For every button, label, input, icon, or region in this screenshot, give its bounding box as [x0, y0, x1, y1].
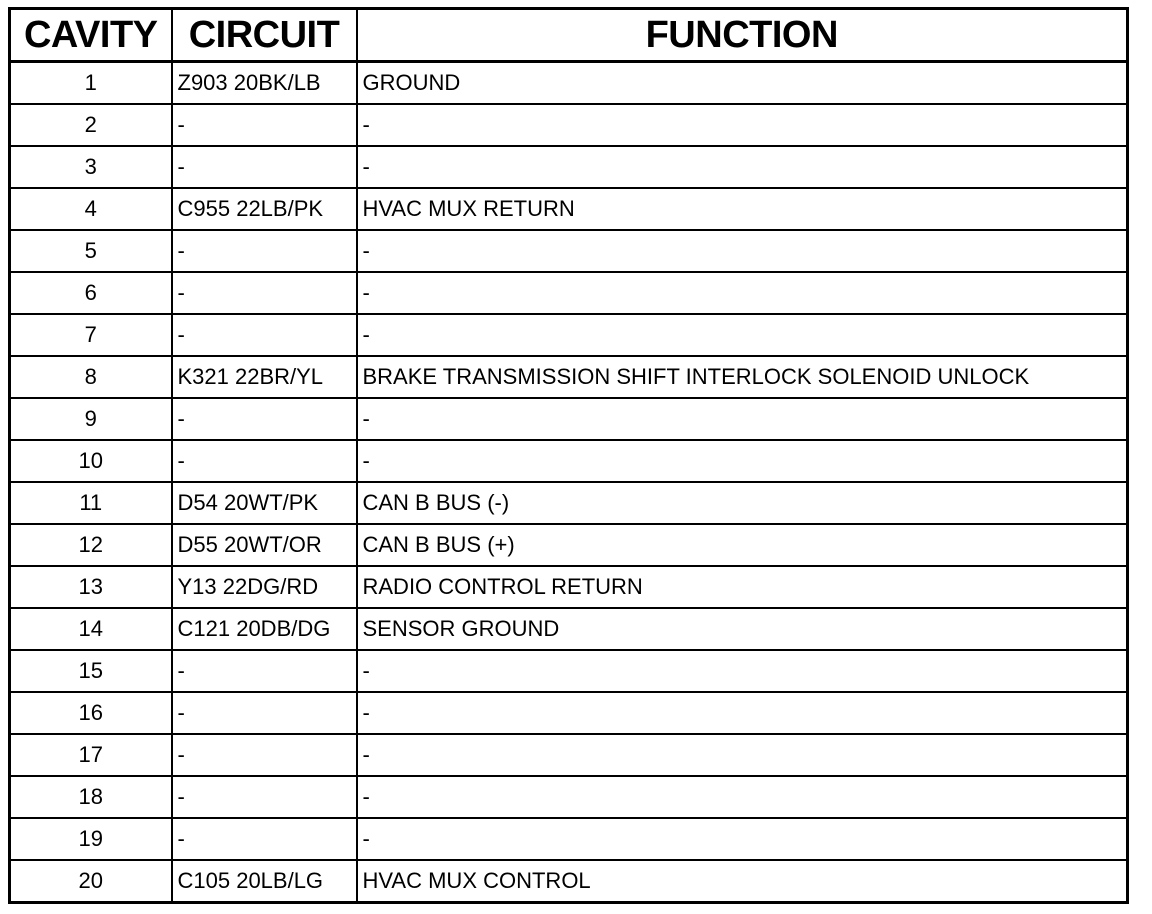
table-row: [10, 440, 1128, 482]
cavity-cell: 18: [10, 776, 172, 818]
circuit-cell: C955 22LB/PK: [172, 188, 357, 230]
circuit-cell: -: [172, 230, 357, 272]
circuit-cell: C105 20LB/LG: [172, 860, 357, 903]
table-row: [10, 650, 1128, 692]
circuit-cell: -: [172, 440, 357, 482]
function-cell: -: [357, 650, 1128, 692]
header-row: [10, 9, 1128, 62]
function-cell: CAN B BUS (-): [357, 482, 1128, 524]
circuit-cell: Y13 22DG/RD: [172, 566, 357, 608]
function-cell: HVAC MUX CONTROL: [357, 860, 1128, 903]
circuit-cell: K321 22BR/YL: [172, 356, 357, 398]
circuit-cell: -: [172, 692, 357, 734]
cavity-cell: 15: [10, 650, 172, 692]
function-cell: RADIO CONTROL RETURN: [357, 566, 1128, 608]
table-row: [10, 482, 1128, 524]
table-row: [10, 734, 1128, 776]
circuit-cell: Z903 20BK/LB: [172, 62, 357, 105]
table-row: [10, 356, 1128, 398]
circuit-cell: C121 20DB/DG: [172, 608, 357, 650]
function-cell: -: [357, 692, 1128, 734]
function-cell: -: [357, 818, 1128, 860]
cavity-cell: 5: [10, 230, 172, 272]
circuit-cell: -: [172, 104, 357, 146]
cavity-cell: 13: [10, 566, 172, 608]
cavity-cell: 7: [10, 314, 172, 356]
function-cell: -: [357, 104, 1128, 146]
cavity-cell: 16: [10, 692, 172, 734]
cavity-cell: 8: [10, 356, 172, 398]
cavity-cell: 19: [10, 818, 172, 860]
function-cell: -: [357, 230, 1128, 272]
cavity-cell: 14: [10, 608, 172, 650]
circuit-cell: D54 20WT/PK: [172, 482, 357, 524]
function-cell: -: [357, 272, 1128, 314]
table-row: [10, 860, 1128, 903]
table-row: [10, 272, 1128, 314]
function-cell: BRAKE TRANSMISSION SHIFT INTERLOCK SOLENOID UNLOCK: [357, 356, 1128, 398]
cavity-cell: 11: [10, 482, 172, 524]
function-cell: CAN B BUS (+): [357, 524, 1128, 566]
cavity-cell: 3: [10, 146, 172, 188]
table-row: [10, 398, 1128, 440]
connector-pinout-table: [8, 7, 1129, 904]
table-row: [10, 524, 1128, 566]
table-row: [10, 818, 1128, 860]
function-cell: -: [357, 398, 1128, 440]
circuit-cell: -: [172, 734, 357, 776]
circuit-cell: -: [172, 146, 357, 188]
table-row: [10, 314, 1128, 356]
circuit-column-header: CIRCUIT: [172, 9, 357, 62]
cavity-cell: 17: [10, 734, 172, 776]
table-row: [10, 230, 1128, 272]
table-row: [10, 692, 1128, 734]
circuit-cell: -: [172, 314, 357, 356]
cavity-cell: 4: [10, 188, 172, 230]
cavity-cell: 20: [10, 860, 172, 903]
table-row: [10, 62, 1128, 105]
cavity-cell: 1: [10, 62, 172, 105]
table-row: [10, 566, 1128, 608]
function-column-header: FUNCTION: [357, 9, 1128, 62]
table-row: [10, 608, 1128, 650]
circuit-cell: D55 20WT/OR: [172, 524, 357, 566]
circuit-cell: -: [172, 650, 357, 692]
cavity-column-header: CAVITY: [10, 9, 172, 62]
function-cell: -: [357, 776, 1128, 818]
function-cell: SENSOR GROUND: [357, 608, 1128, 650]
table-row: [10, 776, 1128, 818]
table-row: [10, 104, 1128, 146]
function-cell: -: [357, 440, 1128, 482]
circuit-cell: -: [172, 776, 357, 818]
cavity-cell: 2: [10, 104, 172, 146]
cavity-cell: 9: [10, 398, 172, 440]
function-cell: -: [357, 734, 1128, 776]
table-row: [10, 188, 1128, 230]
table-row: [10, 146, 1128, 188]
cavity-cell: 6: [10, 272, 172, 314]
function-cell: GROUND: [357, 62, 1128, 105]
circuit-cell: -: [172, 818, 357, 860]
circuit-cell: -: [172, 398, 357, 440]
function-cell: HVAC MUX RETURN: [357, 188, 1128, 230]
cavity-cell: 10: [10, 440, 172, 482]
cavity-cell: 12: [10, 524, 172, 566]
circuit-cell: -: [172, 272, 357, 314]
function-cell: -: [357, 314, 1128, 356]
function-cell: -: [357, 146, 1128, 188]
